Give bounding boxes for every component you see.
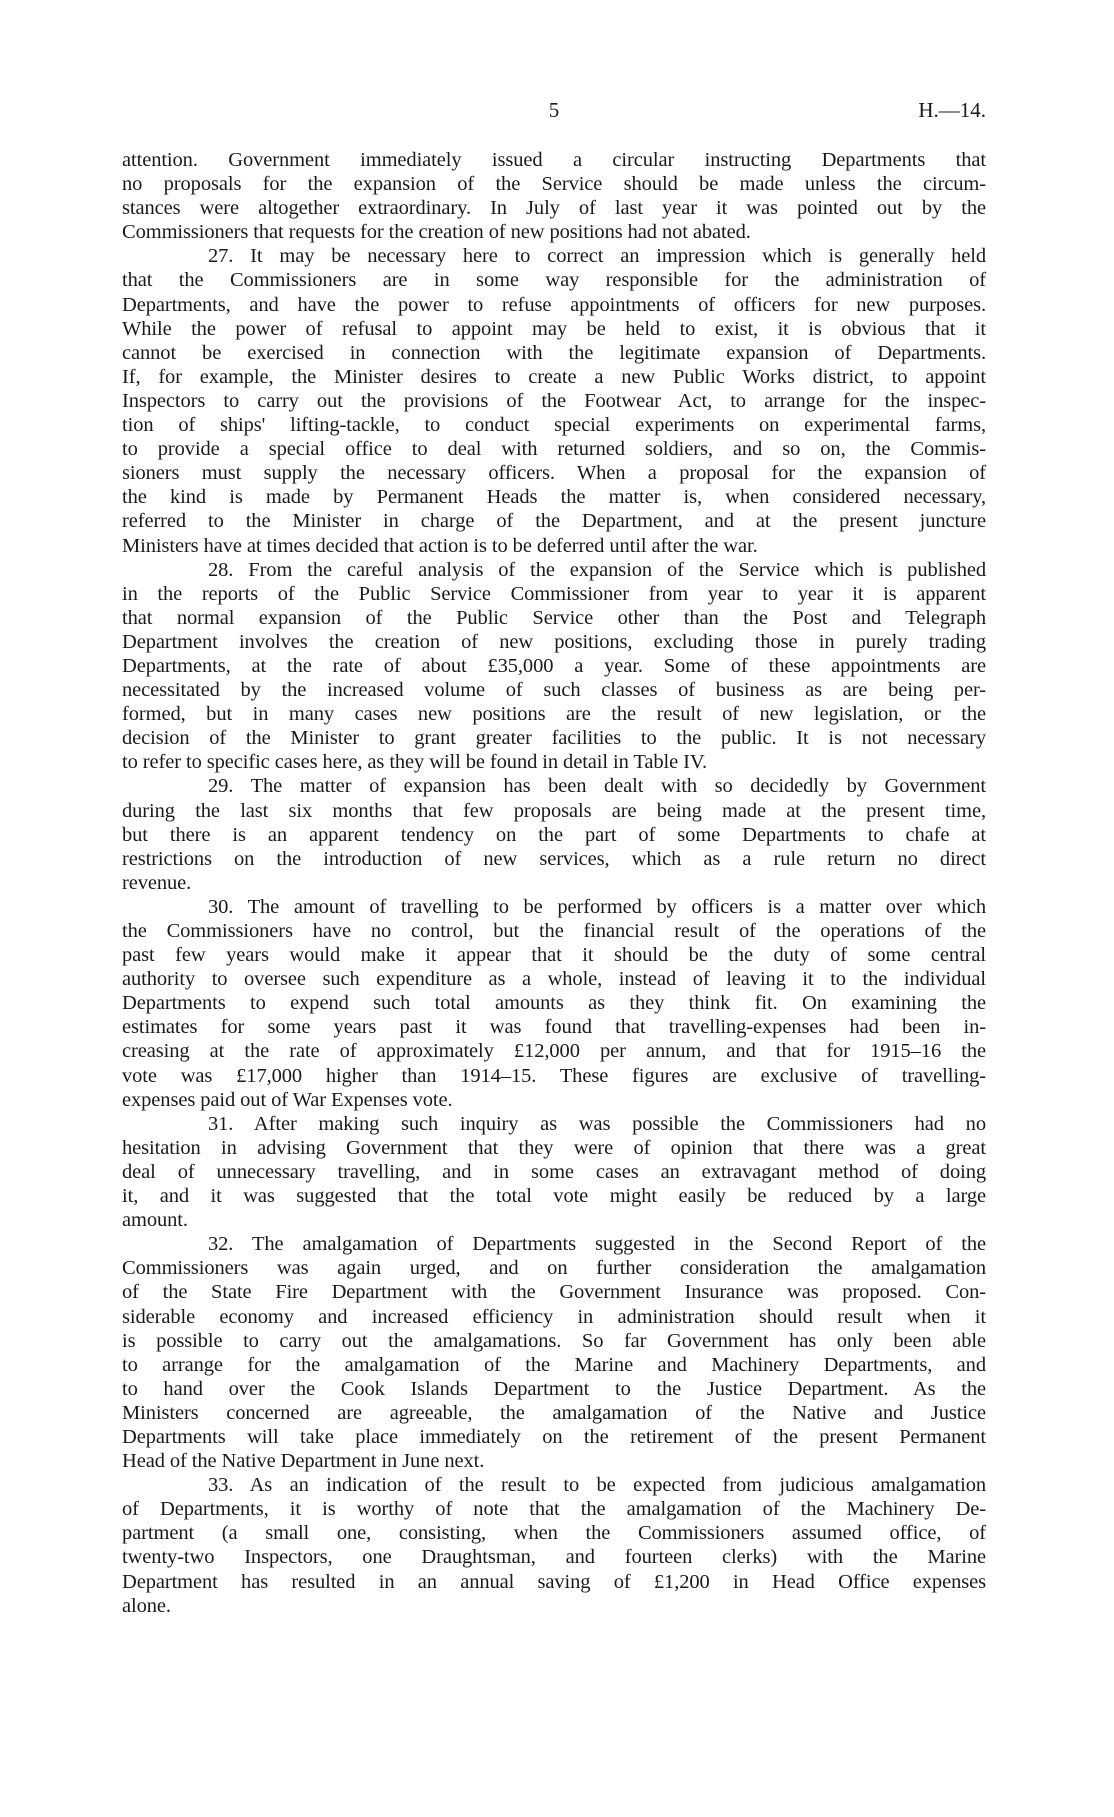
text-line: 33. As an indication of the result to be expected from judicious amalgamation	[208, 1474, 986, 1497]
text-line: Ministers concerned are agreeable, the amalgamation of the Native and Justice	[122, 1401, 986, 1424]
text-line: expenses paid out of War Expenses vote.	[122, 1088, 453, 1111]
text-line: the kind is made by Permanent Heads the matter is, when considered necessary,	[122, 486, 986, 509]
text-line: Inspectors to carry out the provisions of the Footwear Act, to arrange for the inspec-	[122, 389, 986, 412]
text-line: Departments, at the rate of about £35,000 a year. Some of these appointments are	[122, 654, 986, 677]
text-line: alone.	[122, 1594, 171, 1617]
text-line: the Commissioners have no control, but the financial result of the operations of the	[122, 920, 986, 942]
paragraph	[122, 895, 986, 1112]
text-line: to refer to specific cases here, as they will be found in detail in Table IV.	[122, 751, 707, 774]
text-line: 28. From the careful analysis of the expansion of the Service which is published	[208, 558, 986, 581]
text-line: twenty-two Inspectors, one Draughtsman, and fourteen clerks) with the Marine	[122, 1546, 986, 1569]
text-line: past few years would make it appear that it should be the duty of some central	[122, 944, 986, 967]
paragraph	[122, 1112, 986, 1232]
paragraph	[122, 774, 986, 894]
text-line: revenue.	[122, 871, 192, 894]
text-line: decision of the Minister to grant greater facilities to the public. It is not necessary	[122, 727, 986, 750]
document-code: H.—14.	[918, 98, 986, 122]
text-line: estimates for some years past it was found that travelling-expenses had been in-	[122, 1016, 986, 1039]
text-line: Departments will take place immediately on the retirement of the present Permanent	[122, 1425, 986, 1448]
text-line: necessitated by the increased volume of such classes of business as are being per-	[122, 679, 986, 702]
text-line: to hand over the Cook Islands Department to the Justice Department. As the	[122, 1377, 986, 1400]
paragraph	[122, 148, 986, 244]
text-line: Departments, and have the power to refuse appointments of officers for new purposes.	[122, 293, 986, 316]
text-line: is possible to carry out the amalgamations. So far Government has only been able	[122, 1329, 986, 1352]
text-line: no proposals for the expansion of the Service should be made unless the circum-	[122, 173, 986, 196]
text-line: If, for example, the Minister desires to create a new Public Works district, to appoint	[122, 365, 986, 388]
text-line: Departments to expend such total amounts as they think fit. On examining the	[122, 992, 986, 1015]
text-line: 30. The amount of travelling to be performed by officers is a matter over which	[208, 895, 986, 918]
text-line: 31. After making such inquiry as was possible the Commissioners had no	[208, 1112, 986, 1135]
text-line: of the State Fire Department with the Government Insurance was proposed. Con-	[122, 1281, 986, 1304]
text-line: restrictions on the introduction of new services, which as a rule return no direct	[122, 847, 986, 870]
text-line: during the last six months that few proposals are being made at the present time,	[122, 799, 986, 822]
text-line: deal of unnecessary travelling, and in some cases an extravagant method of doing	[122, 1160, 986, 1183]
text-line: that normal expansion of the Public Service other than the Post and Telegraph	[122, 606, 986, 629]
text-line: 29. The matter of expansion has been dealt with so decidedly by Government	[208, 775, 986, 798]
text-line: but there is an apparent tendency on the part of some Departments to chafe at	[122, 823, 986, 846]
text-line: it, and it was suggested that the total vote might easily be reduced by a large	[122, 1185, 986, 1208]
text-line: Ministers have at times decided that action is to be deferred until after the war.	[122, 534, 758, 557]
text-line: authority to oversee such expenditure as a whole, instead of leaving it to the individual	[122, 968, 986, 991]
body-text	[122, 148, 986, 1618]
text-line: Department involves the creation of new positions, excluding those in purely trading	[122, 630, 986, 653]
text-line: 27. It may be necessary here to correct an impression which is generally held	[208, 245, 986, 268]
text-line: cannot be exercised in connection with the legitimate expansion of Departments.	[122, 341, 986, 364]
paragraph	[122, 1232, 986, 1473]
text-line: stances were altogether extraordinary. In July of last year it was pointed out by the	[122, 197, 986, 220]
text-line: tion of ships' lifting-tackle, to conduct special experiments on experimental farms,	[122, 414, 986, 437]
text-line: hesitation in advising Government that they were of opinion that there was a great	[122, 1136, 986, 1159]
text-line: of Departments, it is worthy of note that the amalgamation of the Machinery De-	[122, 1498, 986, 1521]
text-line: Commissioners that requests for the creation of new positions had not abated.	[122, 221, 751, 244]
text-line: While the power of refusal to appoint may be held to exist, it is obvious that it	[122, 317, 986, 340]
text-line: attention. Government immediately issued a circular instructing Departments that	[122, 149, 986, 171]
page-number: 5	[548, 98, 560, 122]
text-line: vote was £17,000 higher than 1914–15. These figures are exclusive of travelling-	[122, 1064, 986, 1087]
text-line: to provide a special office to deal with returned soldiers, and so on, the Commis-	[122, 438, 986, 461]
text-line: siderable economy and increased efficiency in administration should result when it	[122, 1305, 986, 1328]
text-line: Head of the Native Department in June next.	[122, 1450, 485, 1473]
text-line: that the Commissioners are in some way responsible for the administration of	[122, 269, 986, 292]
text-line: partment (a small one, consisting, when the Commissioners assumed office, of	[122, 1522, 986, 1545]
paragraph	[122, 1473, 986, 1618]
text-line: amount.	[122, 1209, 188, 1232]
text-line: 32. The amalgamation of Departments suggested in the Second Report of the	[208, 1233, 986, 1256]
text-line: Commissioners was again urged, and on further consideration the amalgamation	[122, 1257, 986, 1280]
text-line: creasing at the rate of approximately £12,000 per annum, and that for 1915–16 the	[122, 1040, 986, 1063]
text-line: to arrange for the amalgamation of the Marine and Machinery Departments, and	[122, 1353, 986, 1376]
text-line: sioners must supply the necessary officers. When a proposal for the expansion of	[122, 462, 986, 485]
text-line: formed, but in many cases new positions are the result of new legislation, or the	[122, 703, 986, 726]
paragraph	[122, 244, 986, 557]
page-header	[122, 98, 986, 126]
paragraph	[122, 558, 986, 775]
text-line: Department has resulted in an annual saving of £1,200 in Head Office expenses	[122, 1570, 986, 1593]
text-line: in the reports of the Public Service Commissioner from year to year it is apparent	[122, 582, 986, 605]
text-line: referred to the Minister in charge of the Department, and at the present juncture	[122, 510, 986, 533]
